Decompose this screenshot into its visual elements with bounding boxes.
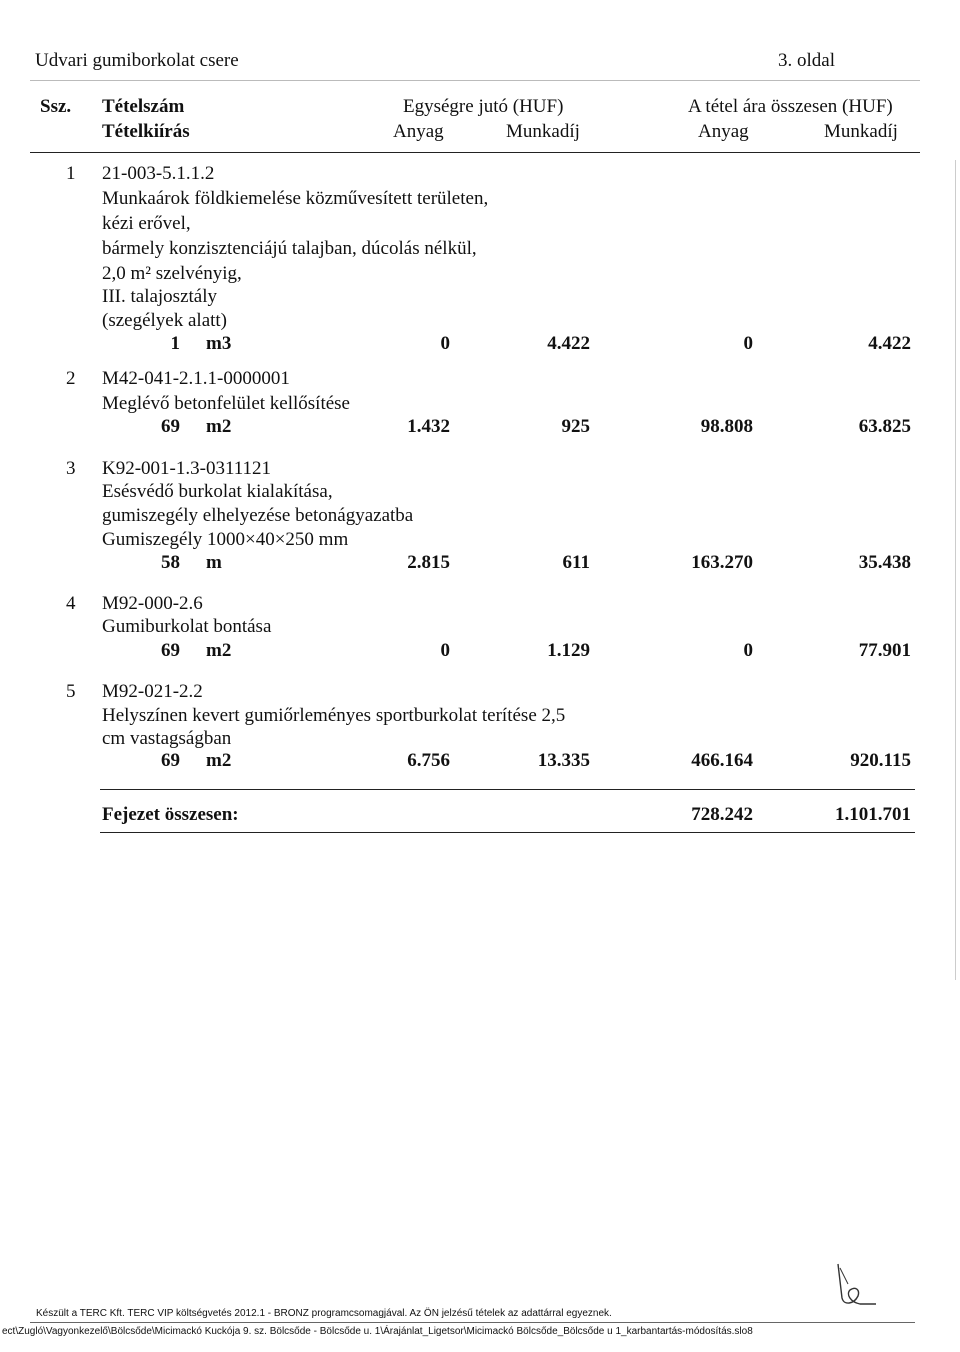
- unit-labor-price: 13.335: [537, 750, 590, 771]
- total-material-price: 0: [743, 333, 753, 354]
- item-code: M92-021-2.2: [102, 681, 203, 702]
- item-unit: m2: [206, 416, 232, 437]
- footer-divider: [30, 1322, 915, 1323]
- item-desc-line: Gumiburkolat bontása: [102, 616, 272, 637]
- summary-label: Fejezet összesen:: [102, 804, 239, 825]
- col-unit-group: Egységre jutó (HUF): [403, 96, 564, 117]
- item-desc-line: (szegélyek alatt): [102, 310, 228, 331]
- col-unit-anyag: Anyag: [393, 121, 444, 142]
- signature: [820, 1260, 880, 1310]
- col-unit-munkadij: Munkadíj: [506, 121, 580, 142]
- item-quantity: 69: [161, 416, 180, 437]
- unit-material-price: 0: [440, 333, 450, 354]
- item-desc-line: Helyszínen kevert gumiőrleményes sportburkolat terítése 2,5: [102, 705, 566, 726]
- item-quantity: 69: [161, 750, 180, 771]
- item-unit: m2: [206, 640, 232, 661]
- header-divider: [30, 80, 920, 81]
- total-labor-price: 4.422: [868, 333, 911, 354]
- unit-material-price: 6.756: [407, 750, 450, 771]
- summary-divider: [100, 789, 915, 790]
- item-desc-line: Munkaárok földkiemelése közművesített területen,: [102, 188, 489, 209]
- item-desc-line: Meglévő betonfelület kellősítése: [102, 393, 350, 414]
- item-code: M92-000-2.6: [102, 593, 203, 614]
- footer-file-path: ect\Zugló\Vagyonkezelő\Bölcsőde\Micimackó Kuckója 9. sz. Bölcsőde - Bölcsőde u. 1\Árajánlat_Ligetsor\Micimackó Bölcsőde_Bölcsőde u 1_karbantartás-módosítás.slo8: [2, 1326, 753, 1337]
- unit-labor-price: 1.129: [547, 640, 590, 661]
- summary-bottom-divider: [100, 832, 915, 833]
- col-tetelszam: Tételszám: [102, 96, 185, 117]
- document-title: Udvari gumiborkolat csere: [35, 50, 239, 71]
- item-desc-line: Gumiszegély 1000×40×250 mm: [102, 529, 349, 550]
- unit-labor-price: 611: [562, 552, 590, 573]
- total-labor-price: 77.901: [858, 640, 911, 661]
- item-desc-line: III. talajosztály: [102, 286, 218, 307]
- col-tetelkiiras: Tételkiírás: [102, 121, 190, 142]
- unit-material-price: 1.432: [407, 416, 450, 437]
- item-desc-line: 2,0 m² szelvényig,: [102, 263, 242, 284]
- total-material-price: 163.270: [691, 552, 753, 573]
- item-code: M42-041-2.1.1-0000001: [102, 368, 290, 389]
- item-number: 3: [66, 458, 76, 479]
- item-unit: m: [206, 552, 222, 573]
- item-number: 2: [66, 368, 76, 389]
- page-number: 3. oldal: [778, 50, 835, 71]
- item-quantity: 69: [161, 640, 180, 661]
- col-total-group: A tétel ára összesen (HUF): [688, 96, 893, 117]
- col-ssz: Ssz.: [40, 96, 72, 117]
- column-header-divider: [30, 152, 920, 153]
- total-labor-price: 63.825: [858, 416, 911, 437]
- unit-labor-price: 925: [561, 416, 590, 437]
- total-material-price: 0: [743, 640, 753, 661]
- scan-edge-mark: [955, 160, 956, 980]
- total-material-price: 466.164: [691, 750, 753, 771]
- total-labor-price: 35.438: [858, 552, 911, 573]
- item-number: 4: [66, 593, 76, 614]
- item-quantity: 58: [161, 552, 180, 573]
- col-total-munkadij: Munkadíj: [824, 121, 898, 142]
- item-desc-line: cm vastagságban: [102, 728, 232, 749]
- unit-material-price: 0: [440, 640, 450, 661]
- item-desc-line: kézi erővel,: [102, 213, 191, 234]
- col-total-anyag: Anyag: [698, 121, 749, 142]
- total-labor-price: 920.115: [850, 750, 911, 771]
- summary-material-total: 728.242: [691, 804, 753, 825]
- item-desc-line: Esésvédő burkolat kialakítása,: [102, 481, 333, 502]
- item-desc-line: gumiszegély elhelyezése betonágyazatba: [102, 505, 414, 526]
- item-desc-line: bármely konzisztenciájú talajban, dúcolás nélkül,: [102, 238, 477, 259]
- item-number: 5: [66, 681, 76, 702]
- item-quantity: 1: [170, 333, 180, 354]
- item-unit: m3: [206, 333, 232, 354]
- item-code: K92-001-1.3-0311121: [102, 458, 272, 479]
- item-code: 21-003-5.1.1.2: [102, 163, 215, 184]
- footer-credit: Készült a TERC Kft. TERC VIP költségvetés 2012.1 - BRONZ programcsomagjával. Az ÖN jelzésű tételek az adattárral egyeznek.: [36, 1308, 612, 1319]
- total-material-price: 98.808: [700, 416, 753, 437]
- unit-labor-price: 4.422: [547, 333, 590, 354]
- summary-labor-total: 1.101.701: [835, 804, 911, 825]
- unit-material-price: 2.815: [407, 552, 450, 573]
- item-number: 1: [66, 163, 76, 184]
- item-unit: m2: [206, 750, 232, 771]
